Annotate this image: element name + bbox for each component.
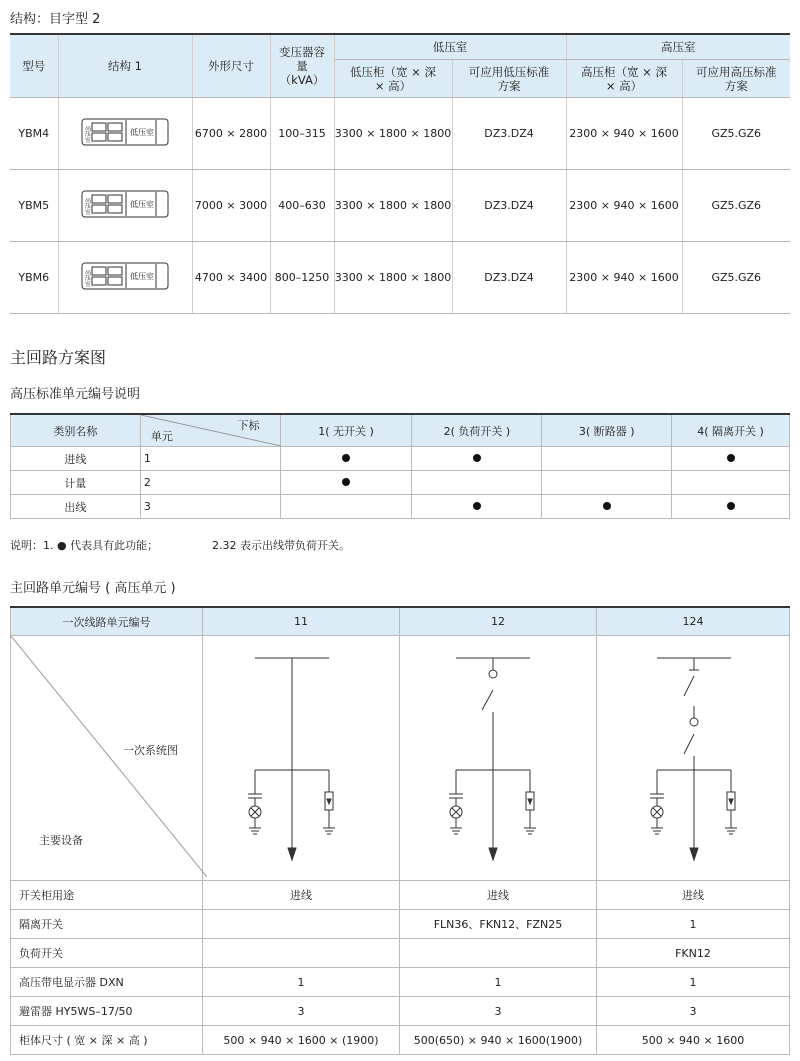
mark-cell: [412, 471, 542, 495]
capacity-cell: 100–315: [270, 98, 334, 170]
value-cell: 进线: [400, 881, 597, 910]
col-header: 124: [597, 607, 790, 636]
table-row: [11, 1026, 790, 1055]
model-cell: YBM4: [10, 98, 58, 170]
row-label: 避雷器 HY5WS–17/50: [11, 997, 203, 1026]
structure-cell: [58, 170, 192, 242]
cabinet-layout-icon: [80, 189, 170, 219]
cab-lv-label: 低压室: [130, 200, 154, 209]
note-2: 2.32 表示出线带负荷开关。: [212, 539, 350, 552]
section-main-title: 主回路方案图: [10, 348, 107, 367]
hv-scheme-cell: GZ5.GZ6: [682, 170, 790, 242]
table-row: [11, 968, 790, 997]
dot-icon: [727, 454, 735, 462]
cab-lv-label: 低压室: [130, 128, 154, 137]
cabinet-layout-icon: [80, 261, 170, 291]
header-model: 型号: [10, 34, 58, 98]
cab-lv-label: 低压室: [130, 272, 154, 281]
value-cell: 1: [597, 910, 790, 939]
unit-cell: 2: [140, 471, 280, 495]
category-cell: 出线: [11, 495, 141, 519]
cab-hv-label: 高压室: [84, 198, 91, 216]
value-cell: 1: [597, 968, 790, 997]
table-row: [10, 98, 790, 170]
table-row: [11, 495, 790, 519]
header-hv-scheme: 可应用高压标准方案: [682, 60, 790, 98]
header-capacity: 变压器容量（kVA）: [270, 34, 334, 98]
table-row: [11, 447, 790, 471]
lv-scheme-cell: DZ3.DZ4: [452, 170, 566, 242]
value-cell: 1: [400, 968, 597, 997]
col-header: 2( 负荷开关 ): [412, 414, 542, 447]
value-cell: [400, 939, 597, 968]
dot-icon: [473, 502, 481, 510]
size-cell: 7000 × 3000: [192, 170, 270, 242]
cab-hv-label: 高压室: [84, 126, 91, 144]
value-cell: 进线: [597, 881, 790, 910]
value-cell: 3: [400, 997, 597, 1026]
mark-cell: [542, 495, 672, 519]
header-lv-scheme: 可应用低压标准方案: [452, 60, 566, 98]
dot-icon: [342, 454, 350, 462]
single-line-diagram-11: [203, 636, 400, 881]
row-label: 开关柜用途: [11, 881, 203, 910]
row-label: 负荷开关: [11, 939, 203, 968]
size-cell: 4700 × 3400: [192, 242, 270, 314]
header-size: 外形尺寸: [192, 34, 270, 98]
unit-number-header: 一次线路单元编号: [11, 607, 203, 636]
value-cell: 500 × 940 × 1600 × (1900): [203, 1026, 400, 1055]
diagram-label-cell: [11, 636, 203, 881]
size-cell: 6700 × 2800: [192, 98, 270, 170]
dot-icon: [473, 454, 481, 462]
col-header: 11: [203, 607, 400, 636]
hv-main-circuit-table: [10, 606, 790, 1055]
value-cell: [203, 910, 400, 939]
hv-scheme-cell: GZ5.GZ6: [682, 242, 790, 314]
header-hv-cabinet: 高压柜（宽 × 深 × 高）: [566, 60, 682, 98]
col-header: 4( 隔离开关 ): [672, 414, 790, 447]
value-cell: FLN36、FKN12、FZN25: [400, 910, 597, 939]
circuit-diagram: [597, 636, 789, 877]
page-title: 结构：目字型 2: [10, 12, 101, 27]
section-hv-main-title: 主回路单元编号 ( 高压单元 ): [10, 581, 176, 596]
lv-cabinet-cell: 3300 × 1800 × 1800: [334, 170, 452, 242]
subscript-label: 下标: [237, 419, 260, 432]
value-cell: FKN12: [597, 939, 790, 968]
dot-icon: [342, 478, 350, 486]
lv-scheme-cell: DZ3.DZ4: [452, 242, 566, 314]
hv-scheme-cell: GZ5.GZ6: [682, 98, 790, 170]
unit-cell: 3: [140, 495, 280, 519]
mark-cell: [280, 471, 412, 495]
circuit-diagram: [203, 636, 399, 877]
lv-scheme-cell: DZ3.DZ4: [452, 98, 566, 170]
mark-cell: [672, 447, 790, 471]
value-cell: 500(650) × 940 × 1600(1900): [400, 1026, 597, 1055]
category-header: 类别名称: [11, 414, 141, 447]
value-cell: [203, 939, 400, 968]
table-row: [10, 242, 790, 314]
hv-unit-table: [10, 413, 790, 519]
unit-subscript-header: [140, 414, 280, 447]
single-line-diagram-12: [400, 636, 597, 881]
col-header: 3( 断路器 ): [542, 414, 672, 447]
header-lv-cabinet: 低压柜（宽 × 深 × 高）: [334, 60, 452, 98]
lv-cabinet-cell: 3300 × 1800 × 1800: [334, 242, 452, 314]
single-line-diagram-124: [597, 636, 790, 881]
value-cell: 3: [203, 997, 400, 1026]
table-row: [11, 997, 790, 1026]
mark-cell: [672, 471, 790, 495]
lv-cabinet-cell: 3300 × 1800 × 1800: [334, 98, 452, 170]
row-label: 高压带电显示器 DXN: [11, 968, 203, 997]
dot-icon: [603, 502, 611, 510]
mark-cell: [412, 447, 542, 471]
row-label: 隔离开关: [11, 910, 203, 939]
value-cell: 3: [597, 997, 790, 1026]
mark-cell: [280, 447, 412, 471]
hv-cabinet-cell: 2300 × 940 × 1600: [566, 242, 682, 314]
unit-label: 单元: [150, 430, 173, 443]
diag-top-label: 一次系统图: [123, 744, 178, 757]
circuit-diagram: [400, 636, 596, 877]
capacity-cell: 800–1250: [270, 242, 334, 314]
table-row: [11, 881, 790, 910]
cabinet-layout-icon: [80, 117, 170, 147]
structure-cell: [58, 242, 192, 314]
table-row: [10, 170, 790, 242]
header-structure: 结构 1: [58, 34, 192, 98]
value-cell: 进线: [203, 881, 400, 910]
structure-cell: [58, 98, 192, 170]
model-cell: YBM6: [10, 242, 58, 314]
model-cell: YBM5: [10, 170, 58, 242]
col-header: 12: [400, 607, 597, 636]
table-row: [11, 910, 790, 939]
value-cell: 1: [203, 968, 400, 997]
section-hv-unit-title: 高压标准单元编号说明: [10, 387, 141, 402]
dot-icon: [727, 502, 735, 510]
unit-cell: 1: [140, 447, 280, 471]
mark-cell: [672, 495, 790, 519]
row-label: 柜体尺寸 ( 宽 × 深 × 高 ): [11, 1026, 203, 1055]
col-header: 1( 无开关 ): [280, 414, 412, 447]
header-hv-room: 高压室: [566, 34, 790, 60]
diag-bottom-label: 主要设备: [39, 834, 83, 847]
mark-cell: [542, 471, 672, 495]
mark-cell: [412, 495, 542, 519]
note-1: 说明：1. ● 代表具有此功能；: [10, 539, 159, 552]
table-row: [11, 471, 790, 495]
mark-cell: [542, 447, 672, 471]
hv-cabinet-cell: 2300 × 940 × 1600: [566, 170, 682, 242]
cab-hv-label: 高压室: [84, 270, 91, 288]
header-lv-room: 低压室: [334, 34, 566, 60]
capacity-cell: 400–630: [270, 170, 334, 242]
table-row: [11, 939, 790, 968]
mark-cell: [280, 495, 412, 519]
category-cell: 进线: [11, 447, 141, 471]
hv-cabinet-cell: 2300 × 940 × 1600: [566, 98, 682, 170]
value-cell: 500 × 940 × 1600: [597, 1026, 790, 1055]
model-table: [10, 33, 790, 314]
category-cell: 计量: [11, 471, 141, 495]
